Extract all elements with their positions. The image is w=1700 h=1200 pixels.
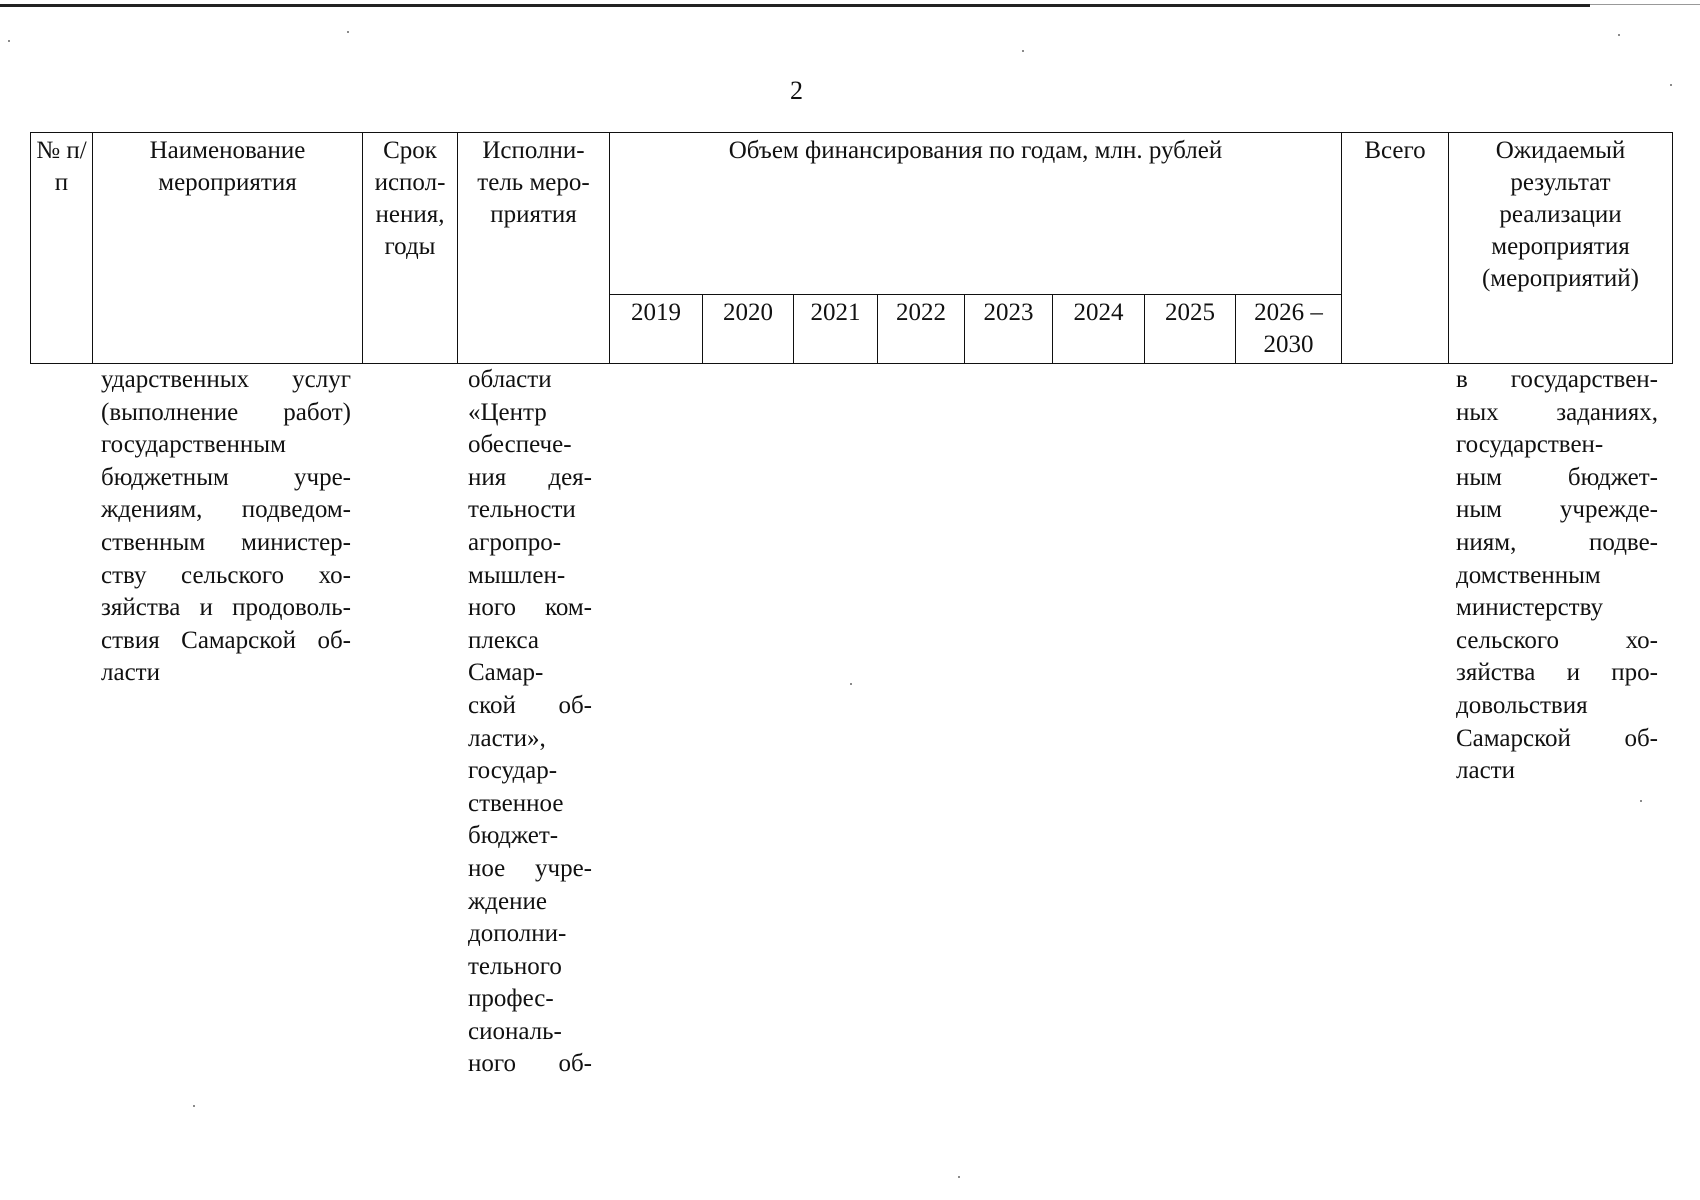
- text-line: области: [468, 366, 552, 393]
- text-line: Самар-: [468, 659, 544, 687]
- scan-speck: [8, 40, 10, 42]
- text-line: довольствия: [1456, 691, 1588, 719]
- scan-speck: [1618, 34, 1620, 36]
- text-line: зяйства и продоволь-: [101, 594, 351, 622]
- scan-speck: [958, 1176, 960, 1178]
- top-rule-right: [1590, 4, 1700, 5]
- text-line: мышлен-: [468, 561, 566, 589]
- text-line: государствен-: [1456, 431, 1604, 459]
- text-line: в государствен-: [1456, 366, 1658, 393]
- page-number: 2: [790, 76, 803, 105]
- header-year-2020: 2020: [703, 295, 794, 364]
- scan-speck: [347, 31, 349, 33]
- measure-name-text: [101, 364, 351, 690]
- executor-text: [468, 364, 592, 1081]
- text-line: ных заданиях,: [1456, 398, 1658, 426]
- text-line: ждениям, подведом-: [101, 496, 351, 524]
- scan-speck: [1640, 800, 1642, 802]
- scan-speck: [1022, 50, 1024, 52]
- funding-table-header: [30, 132, 1673, 364]
- text-line: тельности: [468, 496, 576, 524]
- text-line: ствия Самарской об-: [101, 626, 351, 654]
- header-year-2025: 2025: [1145, 295, 1236, 364]
- text-line: ласти: [1456, 757, 1515, 785]
- text-line: ния дея-: [468, 463, 592, 491]
- header-funding: Объем финансирования по годам, млн. рублей: [610, 133, 1342, 295]
- text-line: ным учрежде-: [1456, 496, 1658, 524]
- header-year-2021: 2021: [794, 295, 878, 364]
- header-year-2019: 2019: [610, 295, 703, 364]
- header-result: Ожидаемый результат реализации мероприятия (мероприятий): [1449, 133, 1673, 364]
- text-line: ждение: [468, 887, 547, 915]
- text-line: сельского хо-: [1456, 626, 1658, 654]
- text-line: ное учре-: [468, 854, 592, 882]
- header-total: Всего: [1342, 133, 1449, 364]
- text-line: агропро-: [468, 528, 562, 556]
- text-line: ным бюджет-: [1456, 463, 1658, 491]
- text-line: профес-: [468, 985, 554, 1013]
- header-term: Срок испол-нения, годы: [363, 133, 458, 364]
- text-line: ласти: [101, 659, 160, 687]
- text-line: тельного: [468, 952, 562, 980]
- text-line: ударственных услуг: [101, 366, 351, 393]
- text-line: государ-: [468, 757, 558, 785]
- text-line: бюджет-: [468, 822, 559, 850]
- text-line: ного об-: [468, 1050, 592, 1078]
- text-line: министерству: [1456, 594, 1604, 622]
- text-line: дополни-: [468, 920, 567, 948]
- header-year-2024: 2024: [1053, 295, 1145, 364]
- scan-speck: [1670, 84, 1672, 86]
- header-year-2026-2030: 2026 – 2030: [1236, 295, 1342, 364]
- header-executor: Исполни-тель меро-приятия: [458, 133, 610, 364]
- text-line: Самарской об-: [1456, 724, 1658, 752]
- text-line: ству сельского хо-: [101, 561, 351, 589]
- text-line: домственным: [1456, 561, 1601, 589]
- header-year-2023: 2023: [965, 295, 1053, 364]
- header-year-2022: 2022: [878, 295, 965, 364]
- text-line: ственным министер-: [101, 528, 351, 556]
- text-line: плекса: [468, 626, 539, 654]
- text-line: обеспече-: [468, 431, 572, 459]
- scan-speck: [193, 1105, 195, 1107]
- text-line: «Центр: [468, 398, 547, 426]
- header-num: № п/п: [31, 133, 93, 364]
- top-rule: [0, 4, 1590, 7]
- text-line: ской об-: [468, 691, 592, 719]
- text-line: бюджетным учре-: [101, 463, 351, 491]
- text-line: зяйства и про-: [1456, 659, 1658, 687]
- header-name: Наименование мероприятия: [93, 133, 363, 364]
- scan-speck: [850, 683, 852, 685]
- text-line: государственным: [101, 431, 286, 459]
- text-line: (выполнение работ): [101, 398, 351, 426]
- text-line: ниям, подве-: [1456, 528, 1658, 556]
- text-line: сиональ-: [468, 1017, 562, 1045]
- expected-result-text: [1456, 364, 1658, 788]
- text-line: ласти»,: [468, 724, 546, 752]
- text-line: ного ком-: [468, 594, 592, 622]
- text-line: ственное: [468, 789, 564, 817]
